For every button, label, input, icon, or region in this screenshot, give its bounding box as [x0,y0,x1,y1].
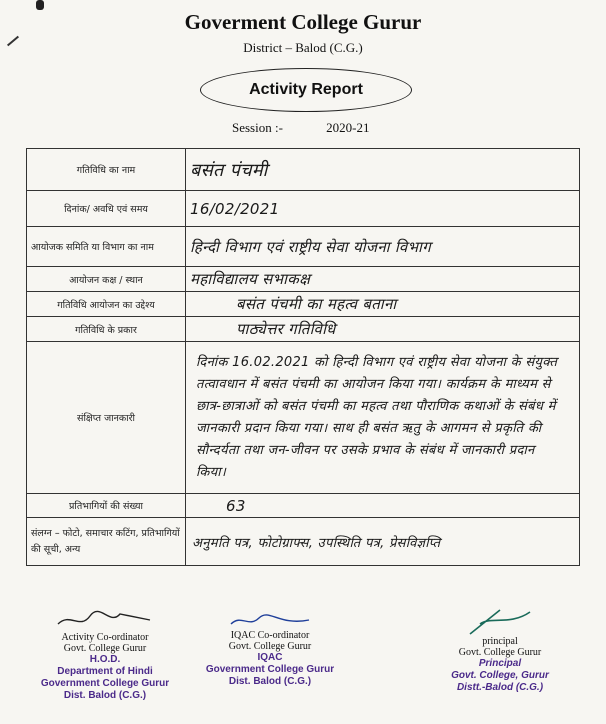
signature-block-right [430,606,570,694]
row-label: गतिविधि का नाम [27,149,186,191]
table-row [27,342,580,494]
table-row [27,149,580,191]
signature-org: Govt. College Gurur [228,641,312,652]
signature-block-middle [200,612,340,688]
table-row [27,191,580,227]
row-value: अनुमति पत्र, फोटोग्राफ्स, उपस्थिति पत्र, प्रेसविज्ञप्ति [186,518,580,566]
signature-scribble [50,606,160,632]
signature-role: IQAC Co-ordinator [230,630,310,641]
table-row [27,227,580,267]
stamp-line: Department of Hindi [57,666,153,677]
session-label: Session :- [232,120,283,135]
signature-scribble [460,606,540,636]
table-row [27,494,580,518]
row-label: गतिविधि आयोजन का उद्देश्य [27,292,186,317]
report-title: Activity Report [249,81,363,98]
signature-scribble [225,612,315,630]
stamp-line: Principal [478,658,522,669]
row-label: संलग्न – फोटो, समाचार कटिंग, प्रतिभागियों की सूची, अन्य [27,518,186,566]
row-value: पाठ्येत्तर गतिविधि [186,317,580,342]
signature-org: Govt. College Gurur [63,643,147,654]
stamp-line: H.O.D. [89,654,121,665]
table-row [27,267,580,292]
principal-stamp [430,658,570,694]
stamp-line: Dist. Balod (C.G.) [63,690,147,701]
signature-role: principal [482,636,518,647]
row-value: बसंत पंचमी का महत्व बताना [186,292,580,317]
row-label: गतिविधि के प्रकार [27,317,186,342]
row-value: हिन्दी विभाग एवं राष्ट्रीय सेवा योजना विभाग [186,227,580,267]
signature-role: Activity Co-ordinator [61,632,149,643]
table-row [27,518,580,566]
stamp-line: Dist. Balod (C.G.) [228,676,312,687]
signature-org: Govt. College Gurur [458,647,542,658]
row-value: बसंत पंचमी [186,149,580,191]
row-label: आयोजक समिति या विभाग का नाम [27,227,186,267]
session-line [232,120,370,136]
iqac-stamp [200,652,340,688]
row-label: प्रतिभागियों की संख्या [27,494,186,518]
district-line: District – Balod (C.G.) [243,40,363,55]
row-value: दिनांक 16.02.2021 को हिन्दी विभाग एवं राष्ट्रीय सेवा योजना के संयुक्त तत्वावधान में बसंत पंचमी का आयोजन किया गया। कार्यक्रम के माध्यम से छात्र-छात्राओं को बसंत पंचमी का महत्व तथा पौराणिक कथाओं के संबंध में जानकारी प्रदान किया गया। साथ ही बसंत ऋतु के आगमन से प्रकृति की सौन्दर्यता तथा जन-जीवन पर उसके प्रभाव के संबंध में जानकारी प्रदान किया। [186,342,580,494]
row-label: दिनांक/ अवधि एवं समय [27,191,186,227]
table-row [27,292,580,317]
stamp-line: IQAC [257,652,283,663]
stamp-line: Government College Gurur [205,664,335,675]
session-value: 2020-21 [326,120,370,135]
stamp-line: Govt. College, Gurur [451,670,549,681]
table-row [27,317,580,342]
college-name: Goverment College Gurur [184,10,422,34]
row-label: आयोजन कक्ष / स्थान [27,267,186,292]
signature-block-left [30,606,180,702]
row-value: 63 [186,494,580,518]
stamp-line: Government College Gurur [40,678,170,689]
row-value: महाविद्यालय सभाकक्ष [186,267,580,292]
hod-stamp [30,654,180,702]
row-label: संक्षिप्त जानकारी [27,342,186,494]
stamp-line: Distt.-Balod (C.G.) [456,682,544,693]
row-value: 16/02/2021 [186,191,580,227]
activity-table [26,148,580,566]
report-title-oval [200,68,412,112]
ink-mark [36,0,44,10]
